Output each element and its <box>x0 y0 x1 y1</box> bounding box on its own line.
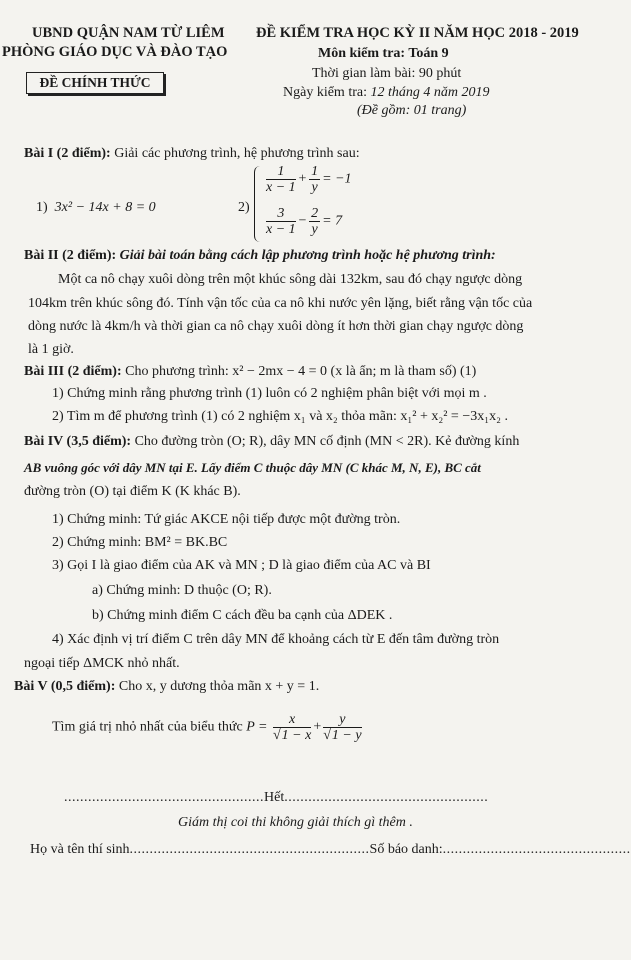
bai4-q3a: a) Chứng minh: D thuộc (O; R). <box>92 583 272 598</box>
bai2-heading: Bài II (2 điểm): Giải bài toán bằng cách lập phương trình hoặc hệ phương trình: <box>24 248 496 263</box>
official-label: ĐỀ CHÍNH THỨC <box>26 72 164 94</box>
system-brace <box>254 166 264 242</box>
bai1-heading: Bài I (2 điểm): Giải các phương trình, hệ phương trình sau: <box>24 146 360 161</box>
exam-title: ĐỀ KIỂM TRA HỌC KỲ II NĂM HỌC 2018 - 2019 <box>256 25 579 41</box>
subject: Môn kiểm tra: Toán 9 <box>318 46 449 61</box>
bai2-line2: 104km trên khúc sông đó. Tính vận tốc của ca nô khi nước yên lặng, biết rằng vận tốc của <box>28 296 533 311</box>
bai4-q2: 2) Chứng minh: BM² = BK.BC <box>52 535 228 550</box>
district-name: UBND QUẬN NAM TỪ LIÊM <box>32 25 225 41</box>
system-eq2: $\frac{3}{x - 1}$ − $\frac{2}{y}$ = 7 <box>266 206 343 237</box>
candidate-info-line: Họ và tên thí sinh............................................................Số báo danh:............................................... <box>30 842 631 857</box>
bai1-eq1: 1) 3x² − 14x + 8 = 0 <box>36 200 156 215</box>
bai4-q4-line2: ngoại tiếp ΔMCK nhỏ nhất. <box>24 656 180 671</box>
proctor-note: Giám thị coi thi không giải thích gì thêm . <box>178 815 413 830</box>
bai4-q1: 1) Chứng minh: Tứ giác AKCE nội tiếp được một đường tròn. <box>52 512 401 527</box>
department-name: PHÒNG GIÁO DỤC VÀ ĐÀO TẠO <box>2 44 228 60</box>
bai3-q2: 2) Tìm m để phương trình (1) có 2 nghiệm x₁ và x₂ thỏa mãn: x₁² + x₂² = −3x₁x₂ . <box>52 409 508 424</box>
exam-date: Ngày kiểm tra: 12 tháng 4 năm 2019 <box>283 85 490 100</box>
duration: Thời gian làm bài: 90 phút <box>312 66 462 81</box>
bai4-q4-line1: 4) Xác định vị trí điểm C trên dây MN để khoảng cách từ E đến tâm đường tròn <box>52 632 500 647</box>
page-count: (Đề gồm: 01 trang) <box>357 103 467 118</box>
bai4-heading: Bài IV (3,5 điểm): Cho đường tròn (O; R), dây MN cố định (MN < 2R). Kẻ đường kính <box>24 434 520 449</box>
bai4-q3b: b) Chứng minh điểm C cách đều ba cạnh của ΔDEK . <box>92 608 393 623</box>
end-line: ..................................................Hết................................................... <box>64 790 489 805</box>
bai3-heading: Bài III (2 điểm): Cho phương trình: x² − 2mx − 4 = 0 (x là ẩn; m là tham số) (1) <box>24 364 477 379</box>
bai3-q1: 1) Chứng minh rằng phương trình (1) luôn có 2 nghiệm phân biệt với mọi m . <box>52 386 487 401</box>
bai1-eq2-number: 2) <box>238 200 250 215</box>
bai5-expression: Tìm giá trị nhỏ nhất của biểu thức P = $\frac{x}{√1 - x}$ + $\frac{y}{√1 - y}$ <box>52 712 362 743</box>
bai5-heading: Bài V (0,5 điểm): Cho x, y dương thỏa mãn x + y = 1. <box>14 679 320 694</box>
bai4-line2: AB vuông góc với dây MN tại E. Lấy điểm C thuộc dây MN (C khác M, N, E), BC cắt <box>24 460 481 475</box>
bai2-line4: là 1 giờ. <box>28 342 74 357</box>
bai2-line3: dòng nước là 4km/h và thời gian ca nô chạy xuôi dòng ít hơn thời gian chạy ngược dòng <box>28 319 524 334</box>
bai2-line1: Một ca nô chạy xuôi dòng trên một khúc sông dài 132km, sau đó chạy ngược dòng <box>58 272 523 287</box>
bai4-line3: đường tròn (O) tại điểm K (K khác B). <box>24 484 241 499</box>
system-eq1: $\frac{1}{x - 1}$ + $\frac{1}{y}$ = −1 <box>266 164 352 195</box>
bai4-q3: 3) Gọi I là giao điểm của AK và MN ; D là giao điểm của AC và BI <box>52 558 431 573</box>
